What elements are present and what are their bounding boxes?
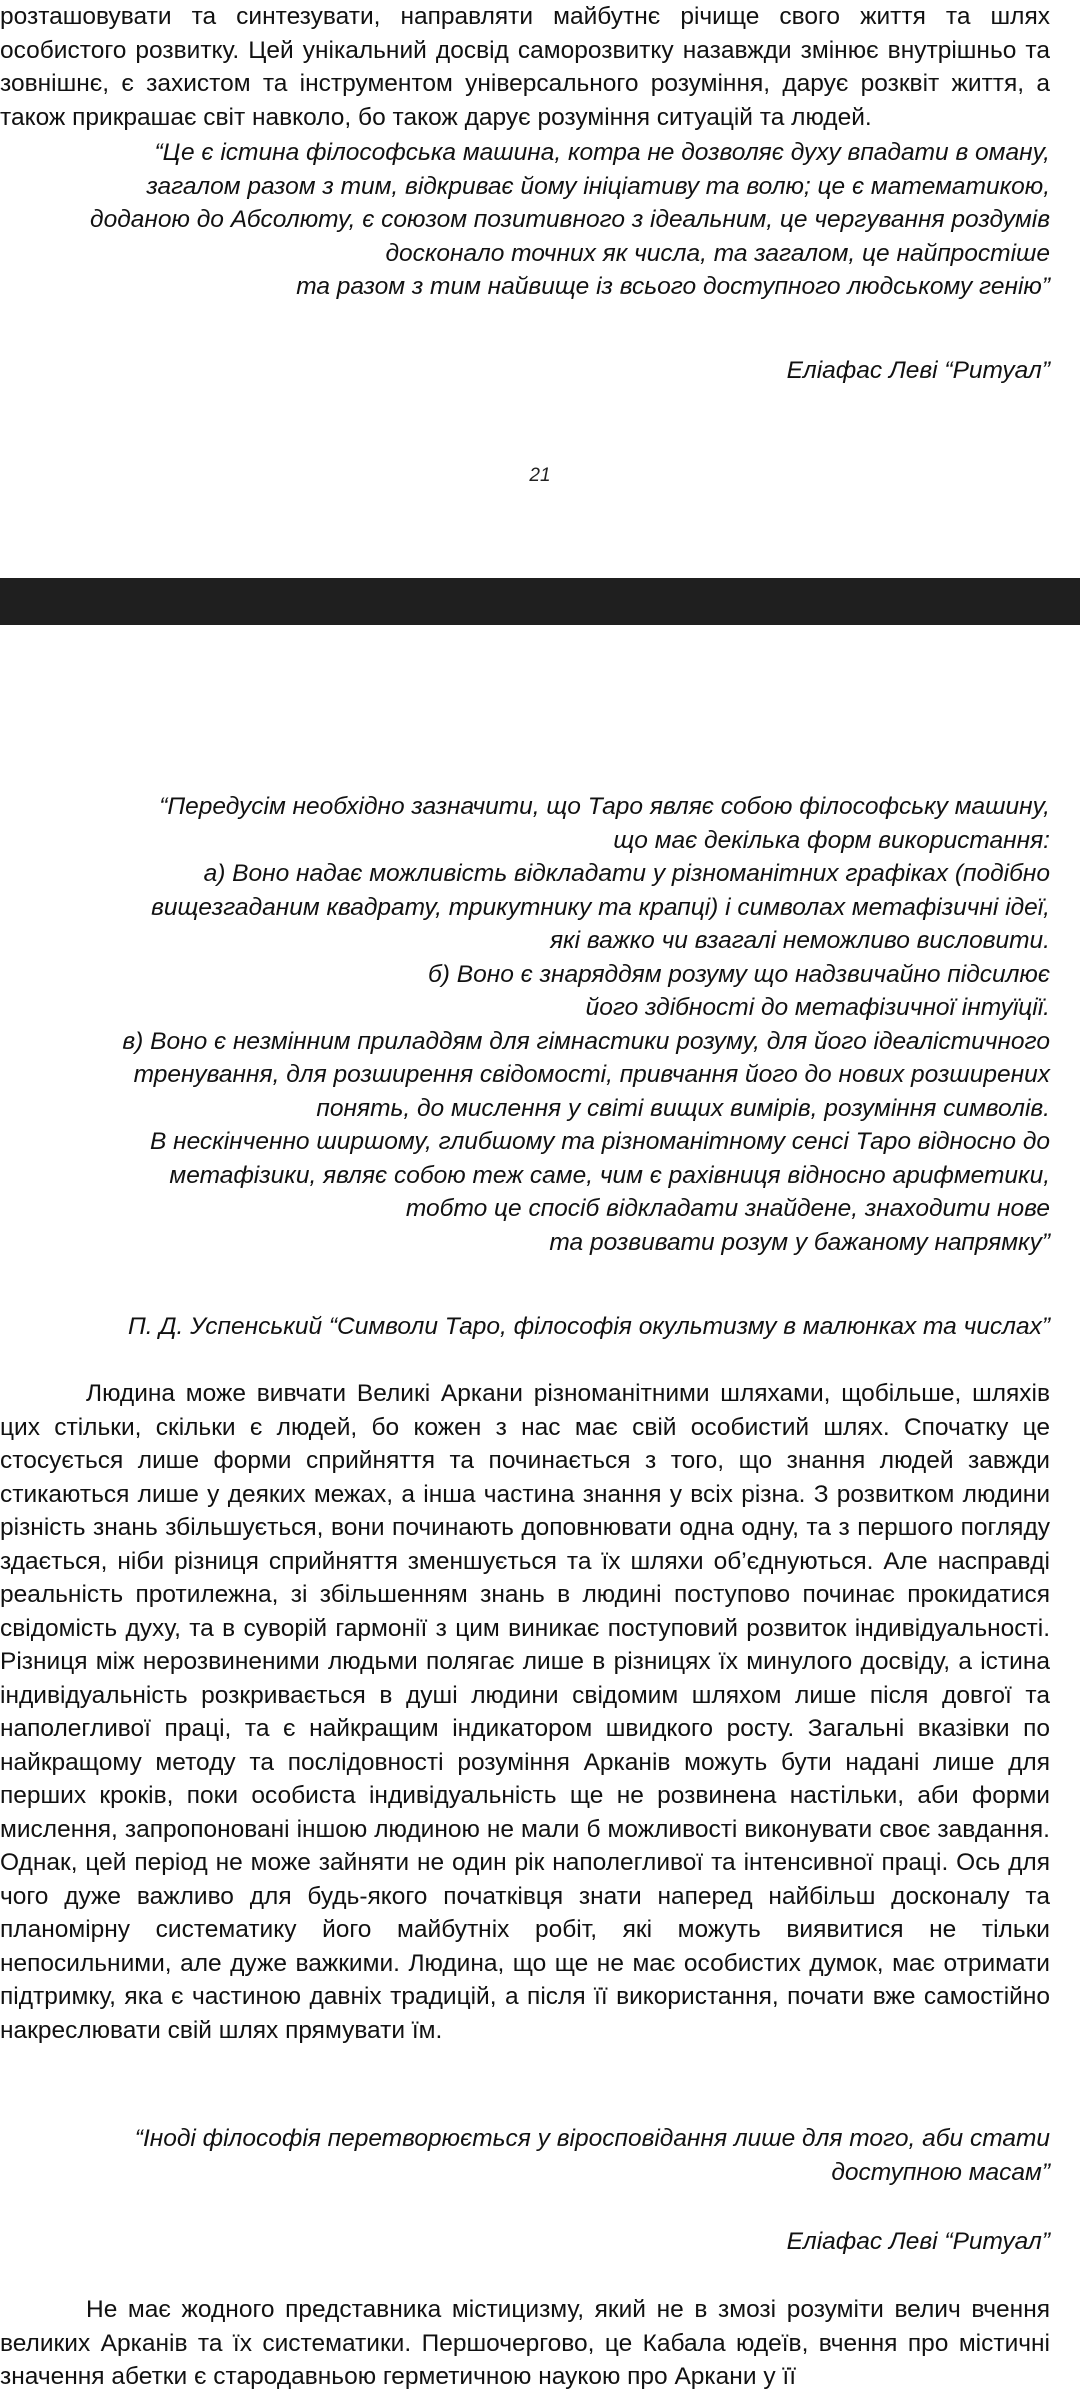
- quote-block: [0, 790, 1080, 1259]
- quote-line: В нескінченно ширшому, глибшому та різноманітному сенсі Таро відносно до: [149, 1128, 1050, 1155]
- quote-line: тобто це спосіб відкладати знайдене, знаходити нове: [405, 1195, 1050, 1222]
- quote-line: доданою до Абсолюту, є союзом позитивного з ідеальним, це чергування роздумів: [90, 206, 1050, 233]
- document-page-21: [0, 0, 1080, 578]
- quote-block: [0, 2122, 1080, 2189]
- quote-line: “Передусім необхідно зазначити, що Таро являє собою філософську машину,: [159, 793, 1050, 820]
- quote-line: які важко чи взагалі неможливо висловити.: [549, 927, 1050, 954]
- quote-line: доступною масам”: [831, 2158, 1050, 2186]
- page-separator: [0, 578, 1080, 625]
- quote-line: та разом з тим найвище із всього доступного людському генію”: [296, 273, 1050, 300]
- body-paragraph: розташовувати та синтезувати, направляти майбутнє річище свого життя та шлях особистого розвитку. Цей унікальний досвід саморозвитку назавжди змінює внутрішньо та зовнішнє, є захистом та інструментом універсального розуміння, дарує розквіт життя, а також прикрашає світ навколо, бо також дарує розуміння ситуацій та людей.: [0, 3, 1050, 131]
- quote-line: вищезгаданим квадрату, трикутнику та крапці) і символах метафізичні ідеї,: [151, 893, 1050, 921]
- quote-line: б) Воно є знаряддям розуму що надзвичайно підсилює: [428, 960, 1050, 988]
- quote-block: [0, 136, 1080, 304]
- quote-attribution: Еліафас Леві “Ритуал”: [786, 357, 1050, 384]
- page-number: 21: [529, 465, 551, 486]
- quote-line: тренування, для розширення свідомості, привчання його до нових розширених: [133, 1061, 1050, 1088]
- quote-line: що має декілька форм використання:: [613, 826, 1050, 854]
- quote-line: та розвивати розум у бажаному напрямку”: [549, 1228, 1050, 1256]
- quote-attribution: Еліафас Леві “Ритуал”: [786, 2228, 1050, 2255]
- quote-line: метафізики, являє собою теж саме, чим є рахівниця відносно арифметики,: [169, 1161, 1050, 1189]
- body-paragraph: Людина може вивчати Великі Аркани різноманітними шляхами, щобільше, шляхів цих стільки, скільки є людей, бо кожен з нас має свій особистий шлях. Спочатку це стосується лише форми сприйняття та починається з того, що знання людей завжди стикаються лише у деяких межах, а інша частина знання у всіх різна. З розвитком людини різність знань збільшується, вони починають доповнювати одна одну, та з першого погляду здається, ніби різниця сприйняття зменшується та їх шляхи об’єднуються. Але насправді реальність протилежна, зі збільшенням знань в людині поступово починає прокидатися свідомість духу, та в суворій гармонії з цим виникає поступовий розвиток індивідуальності. Різниця між нерозвиненими людьми полягає лише в різницях їх минулого досвіду, а істина індивідуальність розкривається в душі людини свідомим шляхом лише після довгої та наполегливої праці, та є найкращим індикатором швидкого росту. Загальні вказівки по найкращому методу та послідовності розуміння Арканів можуть бути надані лише для перших кроків, поки особиста індивідуальність ще не розвинена настільки, аби форми мислення, запропоновані іншою людиною не мали б можливості виконувати своє завдання. Однак, цей період не може зайняти не один рік наполегливої та інтенсивної праці. Ось для чого дуже важливо для будь-якого початківця знати наперед найбільш досконалу та планомірну систематику його майбутніх робіт, які можуть виявитися не тільки непосильними, але дуже важкими. Людина, що ще не має особистих думок, має отримати підтримку, яка є частиною давніх традицій, а після її використання, почати вже самостійно накреслювати свій шлях прямувати їм.: [0, 1380, 1050, 2044]
- quote-line: його здібності до метафізичної інтуїції.: [585, 994, 1050, 1021]
- quote-line: в) Воно є незмінним приладдям для гімнастики розуму, для його ідеалістичного: [122, 1027, 1050, 1055]
- quote-line: “Це є істина філософська машина, котра не дозволяє духу впадати в оману,: [154, 139, 1050, 166]
- quote-line: понять, до мислення у світі вищих вимірів, розуміння символів.: [316, 1094, 1050, 1122]
- quote-line: загалом разом з тим, відкриває йому ініціативу та волю; це є математикою,: [146, 172, 1050, 200]
- quote-line: досконало точних як числа, та загалом, це найпростіше: [385, 239, 1050, 267]
- document-page-22: [0, 625, 1080, 2408]
- quote-attribution: П. Д. Успенський “Символи Таро, філософія окультизму в малюнках та числах”: [127, 1313, 1050, 1340]
- quote-line: а) Воно надає можливість відкладати у різноманітних графіках (подібно: [203, 860, 1050, 887]
- quote-line: “Іноді філософія перетворюється у віросповідання лише для того, аби стати: [134, 2125, 1050, 2152]
- body-paragraph: Не має жодного представника містицизму, який не в змозі розуміти велич вчення великих Арканів та їх систематики. Першочергово, це Кабала юдеїв, вчення про містичні значення абетки є стародавньою герметичною наукою про Аркани у її: [0, 2296, 1050, 2390]
